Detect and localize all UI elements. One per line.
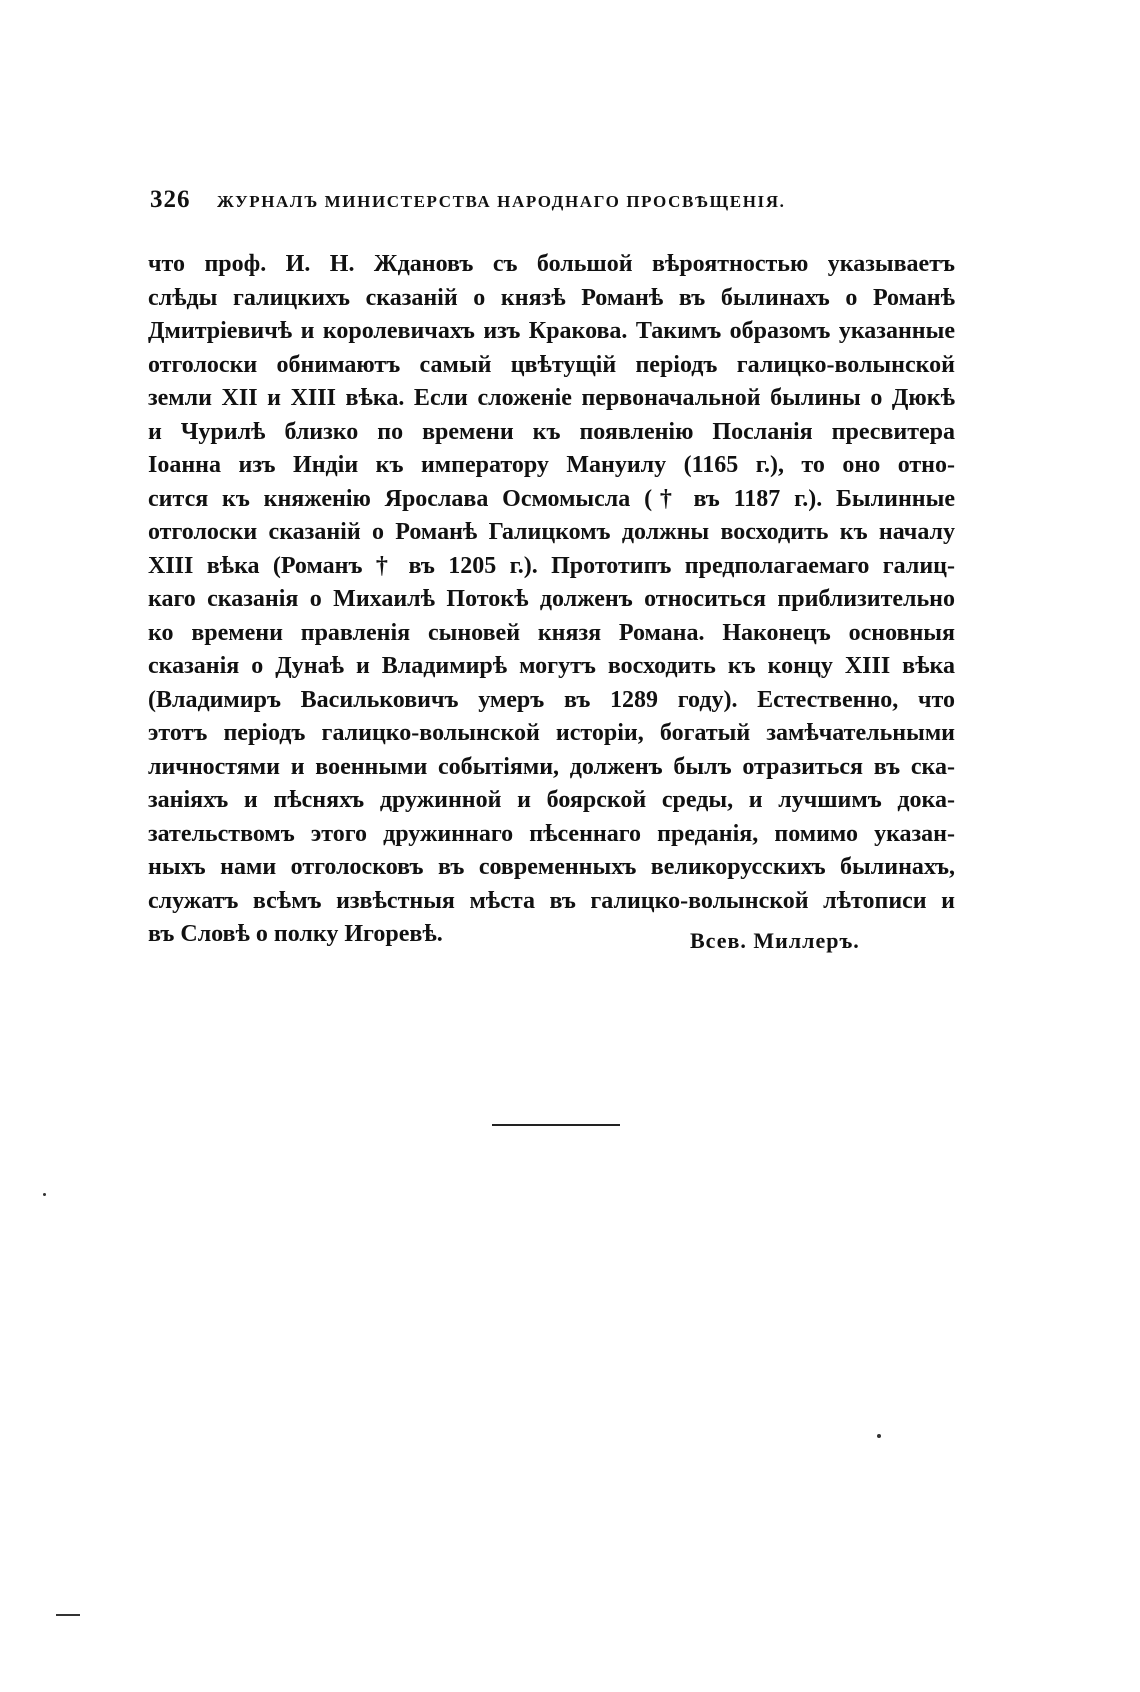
print-speck [877, 1434, 881, 1438]
author-signature: Всев. Миллеръ. [690, 928, 860, 953]
text-line: служатъ всѣмъ извѣстныя мѣста въ галицко-волынской лѣтописи и [148, 887, 955, 914]
text-line: Дмитріевичѣ и королевичахъ изъ Кракова. Такимъ образомъ указанные [148, 318, 955, 344]
text-line: отголоски сказаній о Романѣ Галицкомъ должны восходить къ началу [148, 519, 955, 545]
text-line: этотъ періодъ галицко-волынской исторіи, богатый замѣчательными [148, 720, 955, 746]
text-line: ныхъ нами отголосковъ въ современныхъ великорусскихъ былинахъ, [148, 854, 955, 880]
page-header [150, 186, 950, 226]
text-line: земли XII и XIII вѣка. Если сложеніе первоначальной былины о Дюкѣ [148, 385, 955, 411]
text-line: отголоски обнимаютъ самый цвѣтущій періодъ галицко-волынской [148, 351, 955, 378]
text-line: сится къ княженію Ярослава Осмомысла († въ 1187 г.). Былинные [148, 485, 955, 512]
print-speck [43, 1193, 46, 1196]
text-line: зательствомъ этого дружиннаго пѣсеннаго преданія, помимо указан- [148, 820, 955, 847]
text-line: и Чурилѣ близко по времени къ появленію Посланія пресвитера [148, 418, 955, 445]
text-line: въ Словѣ о полку Игоревѣ. [148, 921, 443, 947]
page-number: 326 [150, 186, 191, 213]
text-line: XIII вѣка (Романъ † въ 1205 г.). Прототипъ предполагаемаго галиц- [148, 552, 955, 579]
body-text [148, 248, 955, 952]
section-end-rule [492, 1124, 620, 1126]
text-line: заніяхъ и пѣсняхъ дружинной и боярской среды, и лучшимъ дока- [148, 787, 955, 813]
margin-mark [56, 1614, 80, 1616]
text-line: ко времени правленія сыновей князя Романа. Наконецъ основныя [148, 619, 955, 646]
text-line: личностями и военными событіями, долженъ былъ отразиться въ ска- [148, 753, 955, 780]
text-line: (Владимиръ Васильковичъ умеръ въ 1289 году). Естественно, что [148, 686, 955, 713]
text-line: что проф. И. Н. Ждановъ съ большой вѣроятностью указываетъ [148, 251, 955, 277]
text-line: каго сказанія о Михаилѣ Потокѣ долженъ относиться приблизительно [148, 586, 955, 612]
running-title: ЖУРНАЛЪ МИНИСТЕРСТВА НАРОДНАГО ПРОСВѢЩЕНІЯ. [217, 192, 786, 211]
text-line: слѣды галицкихъ сказаній о князѣ Романѣ въ былинахъ о Романѣ [148, 284, 955, 311]
text-line: сказанія о Дунаѣ и Владимирѣ могутъ восходить къ концу XIII вѣка [148, 653, 955, 679]
text-line: Іоанна изъ Индіи къ императору Мануилу (1165 г.), то оно отно- [148, 452, 955, 478]
